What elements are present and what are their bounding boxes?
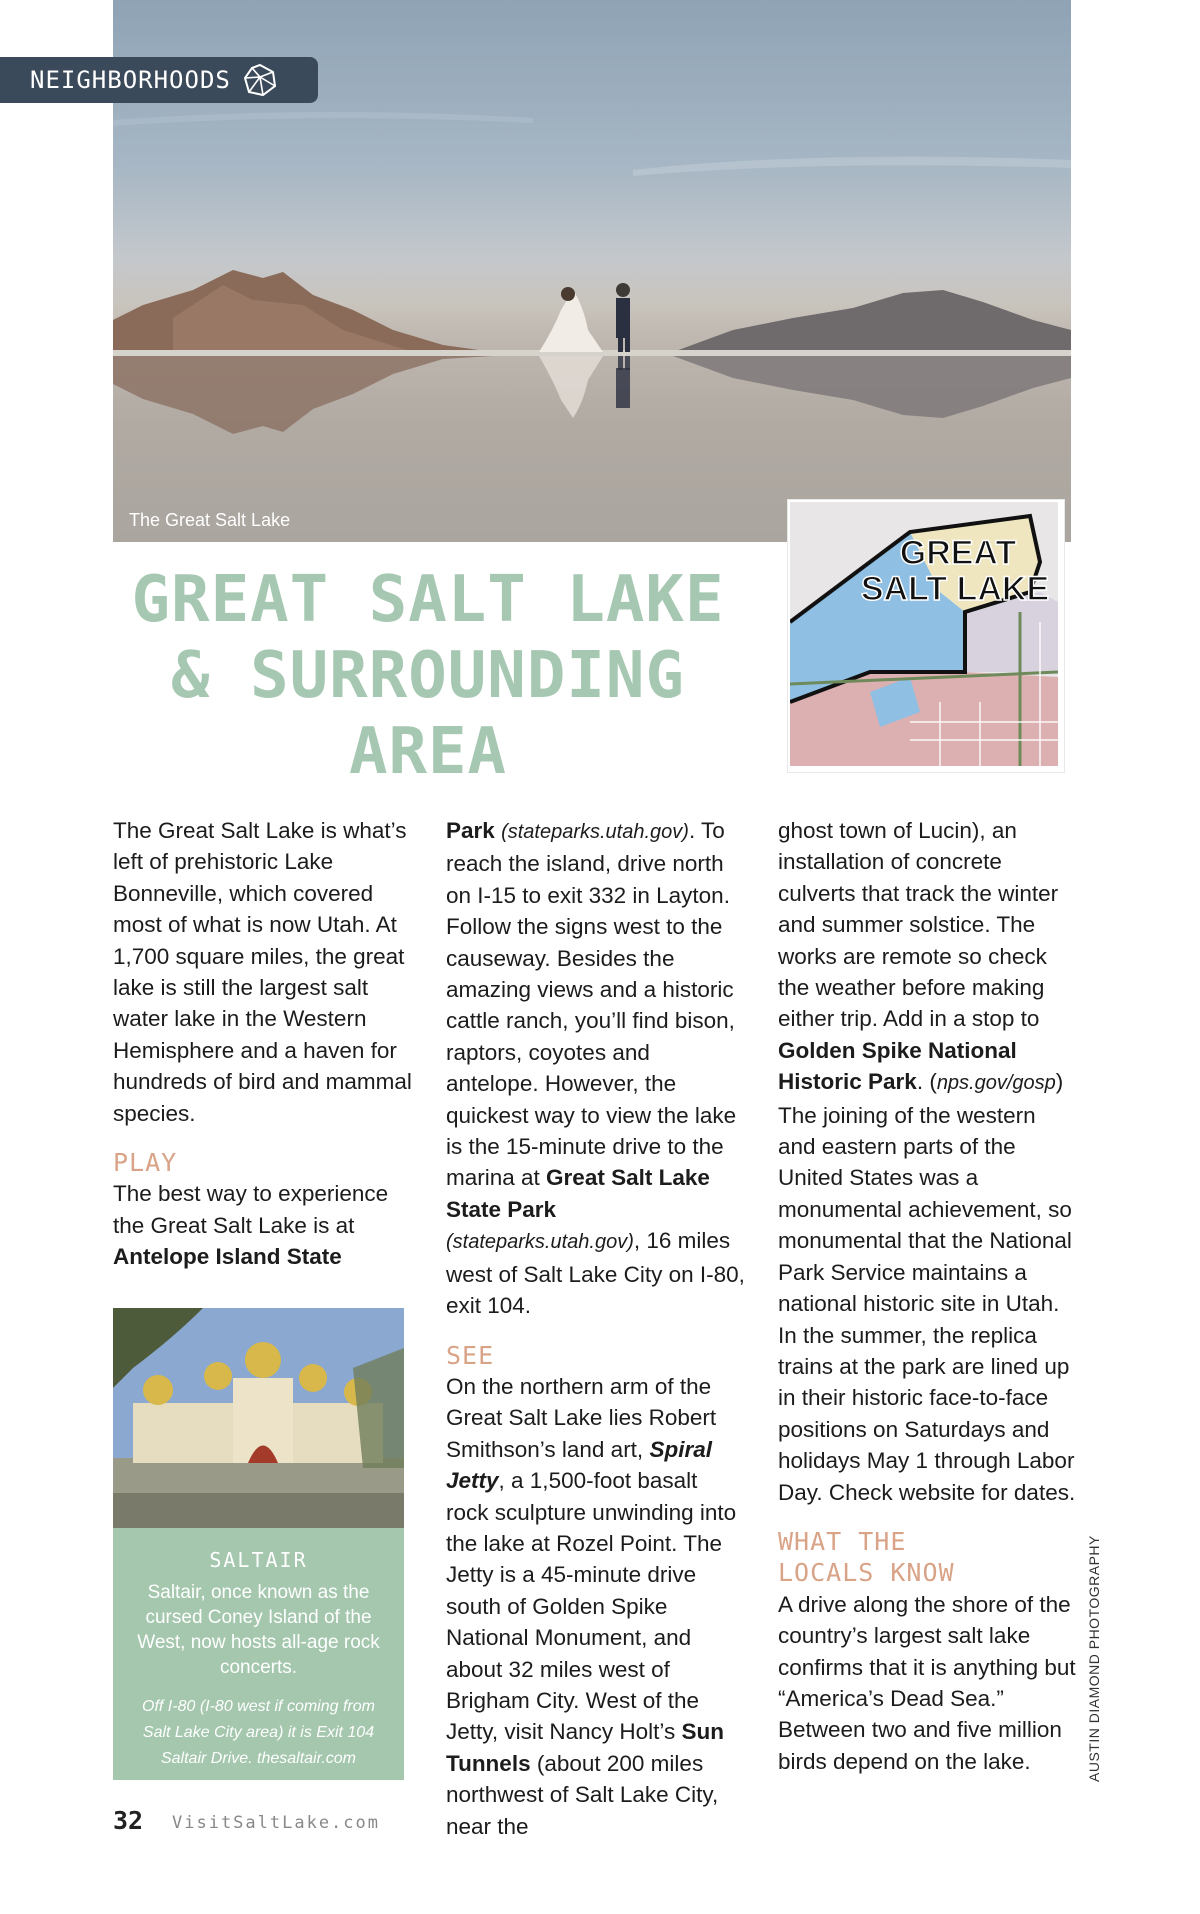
map-label-line1: GREAT (899, 534, 1017, 572)
nps-link[interactable]: nps.gov/gosp (936, 1072, 1056, 1095)
map-label-line2: SALT LAKE (860, 570, 1050, 608)
col3-text-3: ) The joining of the western and eastern parts of the United States was a monumental achievement, so monumental that the National Park Service maintains a national historic site in Utah. In the summer, the replica trains at the park are lined up in their historic face-to-face positions on Saturdays and holidays May 1 through Labor Day. Check website for dates. (778, 1069, 1076, 1505)
title-line-3: AREA (348, 715, 508, 789)
antelope-island-link-text: Antelope Island State (113, 1244, 342, 1270)
saltair-photo (113, 1308, 404, 1528)
locals-paragraph: A drive along the shore of the country’s largest salt lake confirms that it is anything but “America’s Dead Sea.” Between two and five million birds depend on the lake. (778, 1591, 1076, 1774)
title-line-1: GREAT SALT LAKE (131, 563, 725, 637)
see-text-3: (about 200 miles northwest of Salt Lake City, near the (446, 1750, 719, 1839)
golden-spike-paragraph (778, 815, 1078, 1508)
stateparks-link-2[interactable]: (stateparks.utah.gov) (446, 1231, 634, 1254)
park-text-2: , 16 miles west of Salt Lake City on I-80, exit 104. (446, 1228, 745, 1319)
intro-paragraph: The Great Salt Lake is what’s left of prehistoric Lake Bonneville, which covered most of what is now Utah. At 1,700 square miles, the great lake is still the largest salt water lake in the Western Hemisphere and a haven for hundreds of bird and mammal species. (113, 818, 412, 1126)
play-paragraph (113, 1178, 413, 1272)
park-paragraph (446, 815, 746, 1322)
col3-text-2: . ( (916, 1069, 937, 1095)
saltair-description: Saltair, once known as the cursed Coney Island of the West, now hosts all-age rock concerts. (137, 1582, 380, 1678)
area-map (788, 500, 1064, 772)
title-line-2: & SURROUNDING (171, 639, 685, 713)
section-tab-label: NEIGHBORHOODS (30, 66, 231, 94)
stateparks-link[interactable]: (stateparks.utah.gov) (501, 821, 689, 843)
footer-url[interactable]: VisitSaltLake.com (172, 1813, 380, 1833)
see-text-2: , a 1,500-foot basalt rock sculpture unwinding into the lake at Rozel Point. The Jetty is a 45-minute drive south of Golden Spike National Monument, and about 32 miles west of Brigham City. West of the Jetty, visit Nancy Holt’s (446, 1468, 737, 1745)
park-bold: Park (446, 818, 495, 843)
park-text: . To reach the island, drive north on I-15 to exit 332 in Layton. Follow the signs west to the causeway. Besides the amazing views and a historic cattle ranch, you’ll find bison, raptors, coyotes and antelope. However, the quickest way to view the lake is the 15-minute drive to the marina at (446, 818, 737, 1191)
page-number: 32 (113, 1806, 144, 1835)
geodesic-icon (243, 63, 277, 97)
page-title (113, 562, 743, 790)
hero-caption: The Great Salt Lake (129, 510, 291, 530)
see-paragraph (446, 1371, 746, 1842)
see-heading: SEE (446, 1340, 495, 1370)
saltair-title: SALTAIR (209, 1548, 308, 1572)
photo-credit: AUSTIN DIAMOND PHOTOGRAPHY (1086, 1535, 1102, 1782)
locals-heading: WHAT THE LOCALS KNOW (778, 1526, 955, 1588)
col3-text-1: ghost town of Lucin), an installation of concrete culverts that track the winter and summer solstice. The works are remote so check the weather before making either trip. Add in a stop to (778, 818, 1059, 1032)
map-graphic (790, 502, 1058, 766)
golden-spike-bold: Golden Spike National Historic Park (778, 1037, 1017, 1095)
see-text-1: On the northern arm of the Great Salt Lake lies Robert Smithson’s land art, (446, 1373, 717, 1462)
column-1 (113, 815, 413, 1273)
play-text: The best way to experience the Great Salt Lake is at (113, 1181, 389, 1238)
column-3 (778, 815, 1078, 1777)
section-tab[interactable] (0, 57, 318, 103)
saltair-directions: Off I-80 (I-80 west if coming from Salt Lake City area) it is Exit 104 Saltair Drive. thesaltair.com (142, 1698, 375, 1767)
spiral-jetty-bold: Spiral Jetty (446, 1436, 712, 1494)
play-heading: PLAY (113, 1148, 178, 1178)
sun-tunnels-bold: Sun Tunnels (446, 1719, 724, 1776)
column-2 (446, 815, 746, 1842)
saltair-sidebar (113, 1308, 404, 1780)
great-salt-lake-state-park-bold: Great Salt Lake State Park (446, 1165, 710, 1222)
